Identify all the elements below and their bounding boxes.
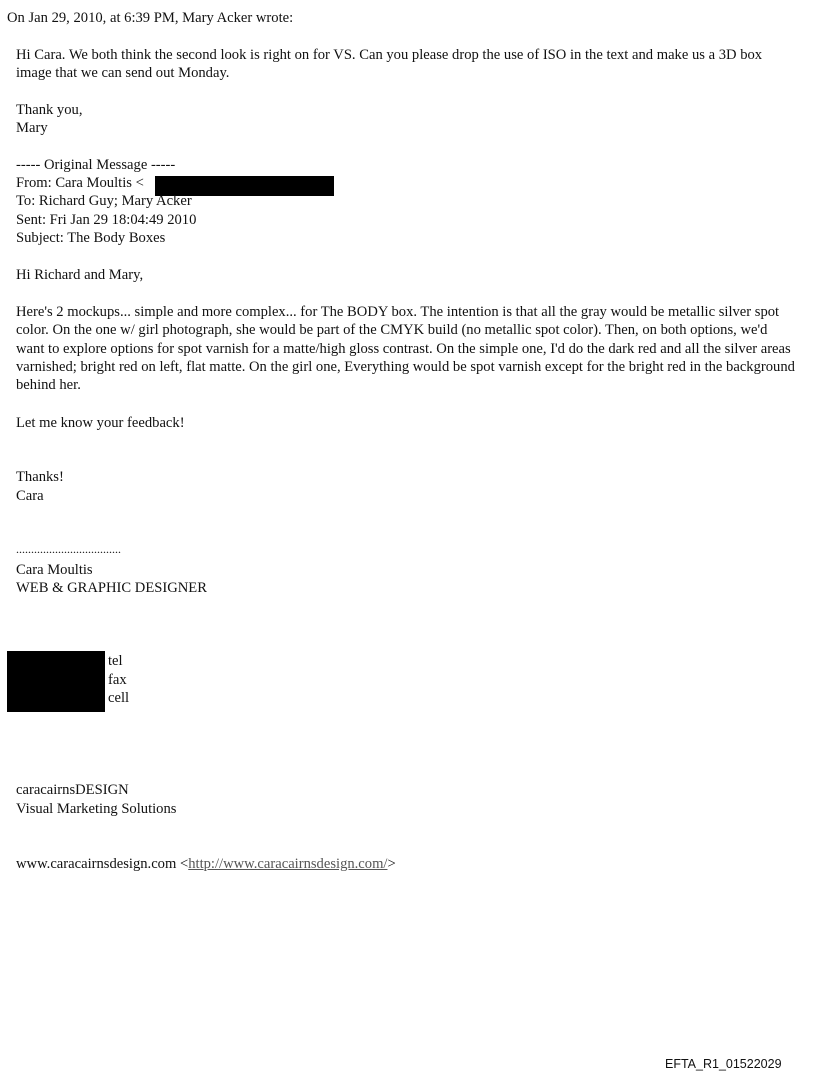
- redaction-box-phone-numbers: [7, 651, 105, 712]
- signature-dots: ...................................: [16, 542, 121, 556]
- reply-closing: Thank you,: [16, 102, 83, 118]
- company-name: caracairnsDESIGN: [16, 782, 129, 798]
- sender-name: Cara: [16, 488, 44, 504]
- reply-body: Hi Cara. We both think the second look is right on for VS. Can you please drop the use of ISO in the text and make us a 3D box image that we can send out Monday.: [16, 47, 763, 82]
- phone-label-fax: fax: [108, 672, 127, 688]
- document-id: EFTA_R1_01522029: [665, 1057, 782, 1071]
- phone-label-tel: tel: [108, 653, 123, 669]
- signature-name: Cara Moultis: [16, 562, 93, 578]
- phone-label-cell: cell: [108, 690, 130, 706]
- original-message-divider: ----- Original Message -----: [16, 157, 176, 173]
- thanks-line: Thanks!: [16, 469, 64, 485]
- from-prefix: From: Cara Moultis <: [16, 175, 144, 191]
- signature-title: WEB & GRAPHIC DESIGNER: [16, 580, 207, 596]
- sent-line: Sent: Fri Jan 29 18:04:49 2010: [16, 212, 197, 228]
- original-body: Here's 2 mockups... simple and more complex... for The BODY box. The intention is that all the gray would be metallic silver spot color. On the one w/ girl photograph, she would be part of the CMYK build (no metallic spot color). Then, on both options, we'd want to explore options for spot varnish for a matte/high gloss contrast. On the simple one, I'd do the dark red and all the silver areas varnished; bright red on left, flat matte. On the girl one, Everything would be spot varnish except for the bright red in the background behind her.: [16, 304, 795, 394]
- to-line: To: Richard Guy; Mary Acker: [16, 193, 192, 209]
- feedback-line: Let me know your feedback!: [16, 415, 185, 431]
- website-text: www.caracairnsdesign.com: [16, 856, 177, 872]
- website-line: [16, 855, 396, 873]
- reply-header: On Jan 29, 2010, at 6:39 PM, Mary Acker wrote:: [7, 10, 294, 26]
- reply-signature: Mary: [16, 120, 48, 136]
- website-link[interactable]: http://www.caracairnsdesign.com/: [188, 856, 388, 872]
- original-greeting: Hi Richard and Mary,: [16, 267, 144, 283]
- company-tagline: Visual Marketing Solutions: [16, 801, 177, 817]
- link-close: >: [387, 856, 396, 872]
- link-open: <: [176, 856, 189, 872]
- subject-line: Subject: The Body Boxes: [16, 230, 166, 246]
